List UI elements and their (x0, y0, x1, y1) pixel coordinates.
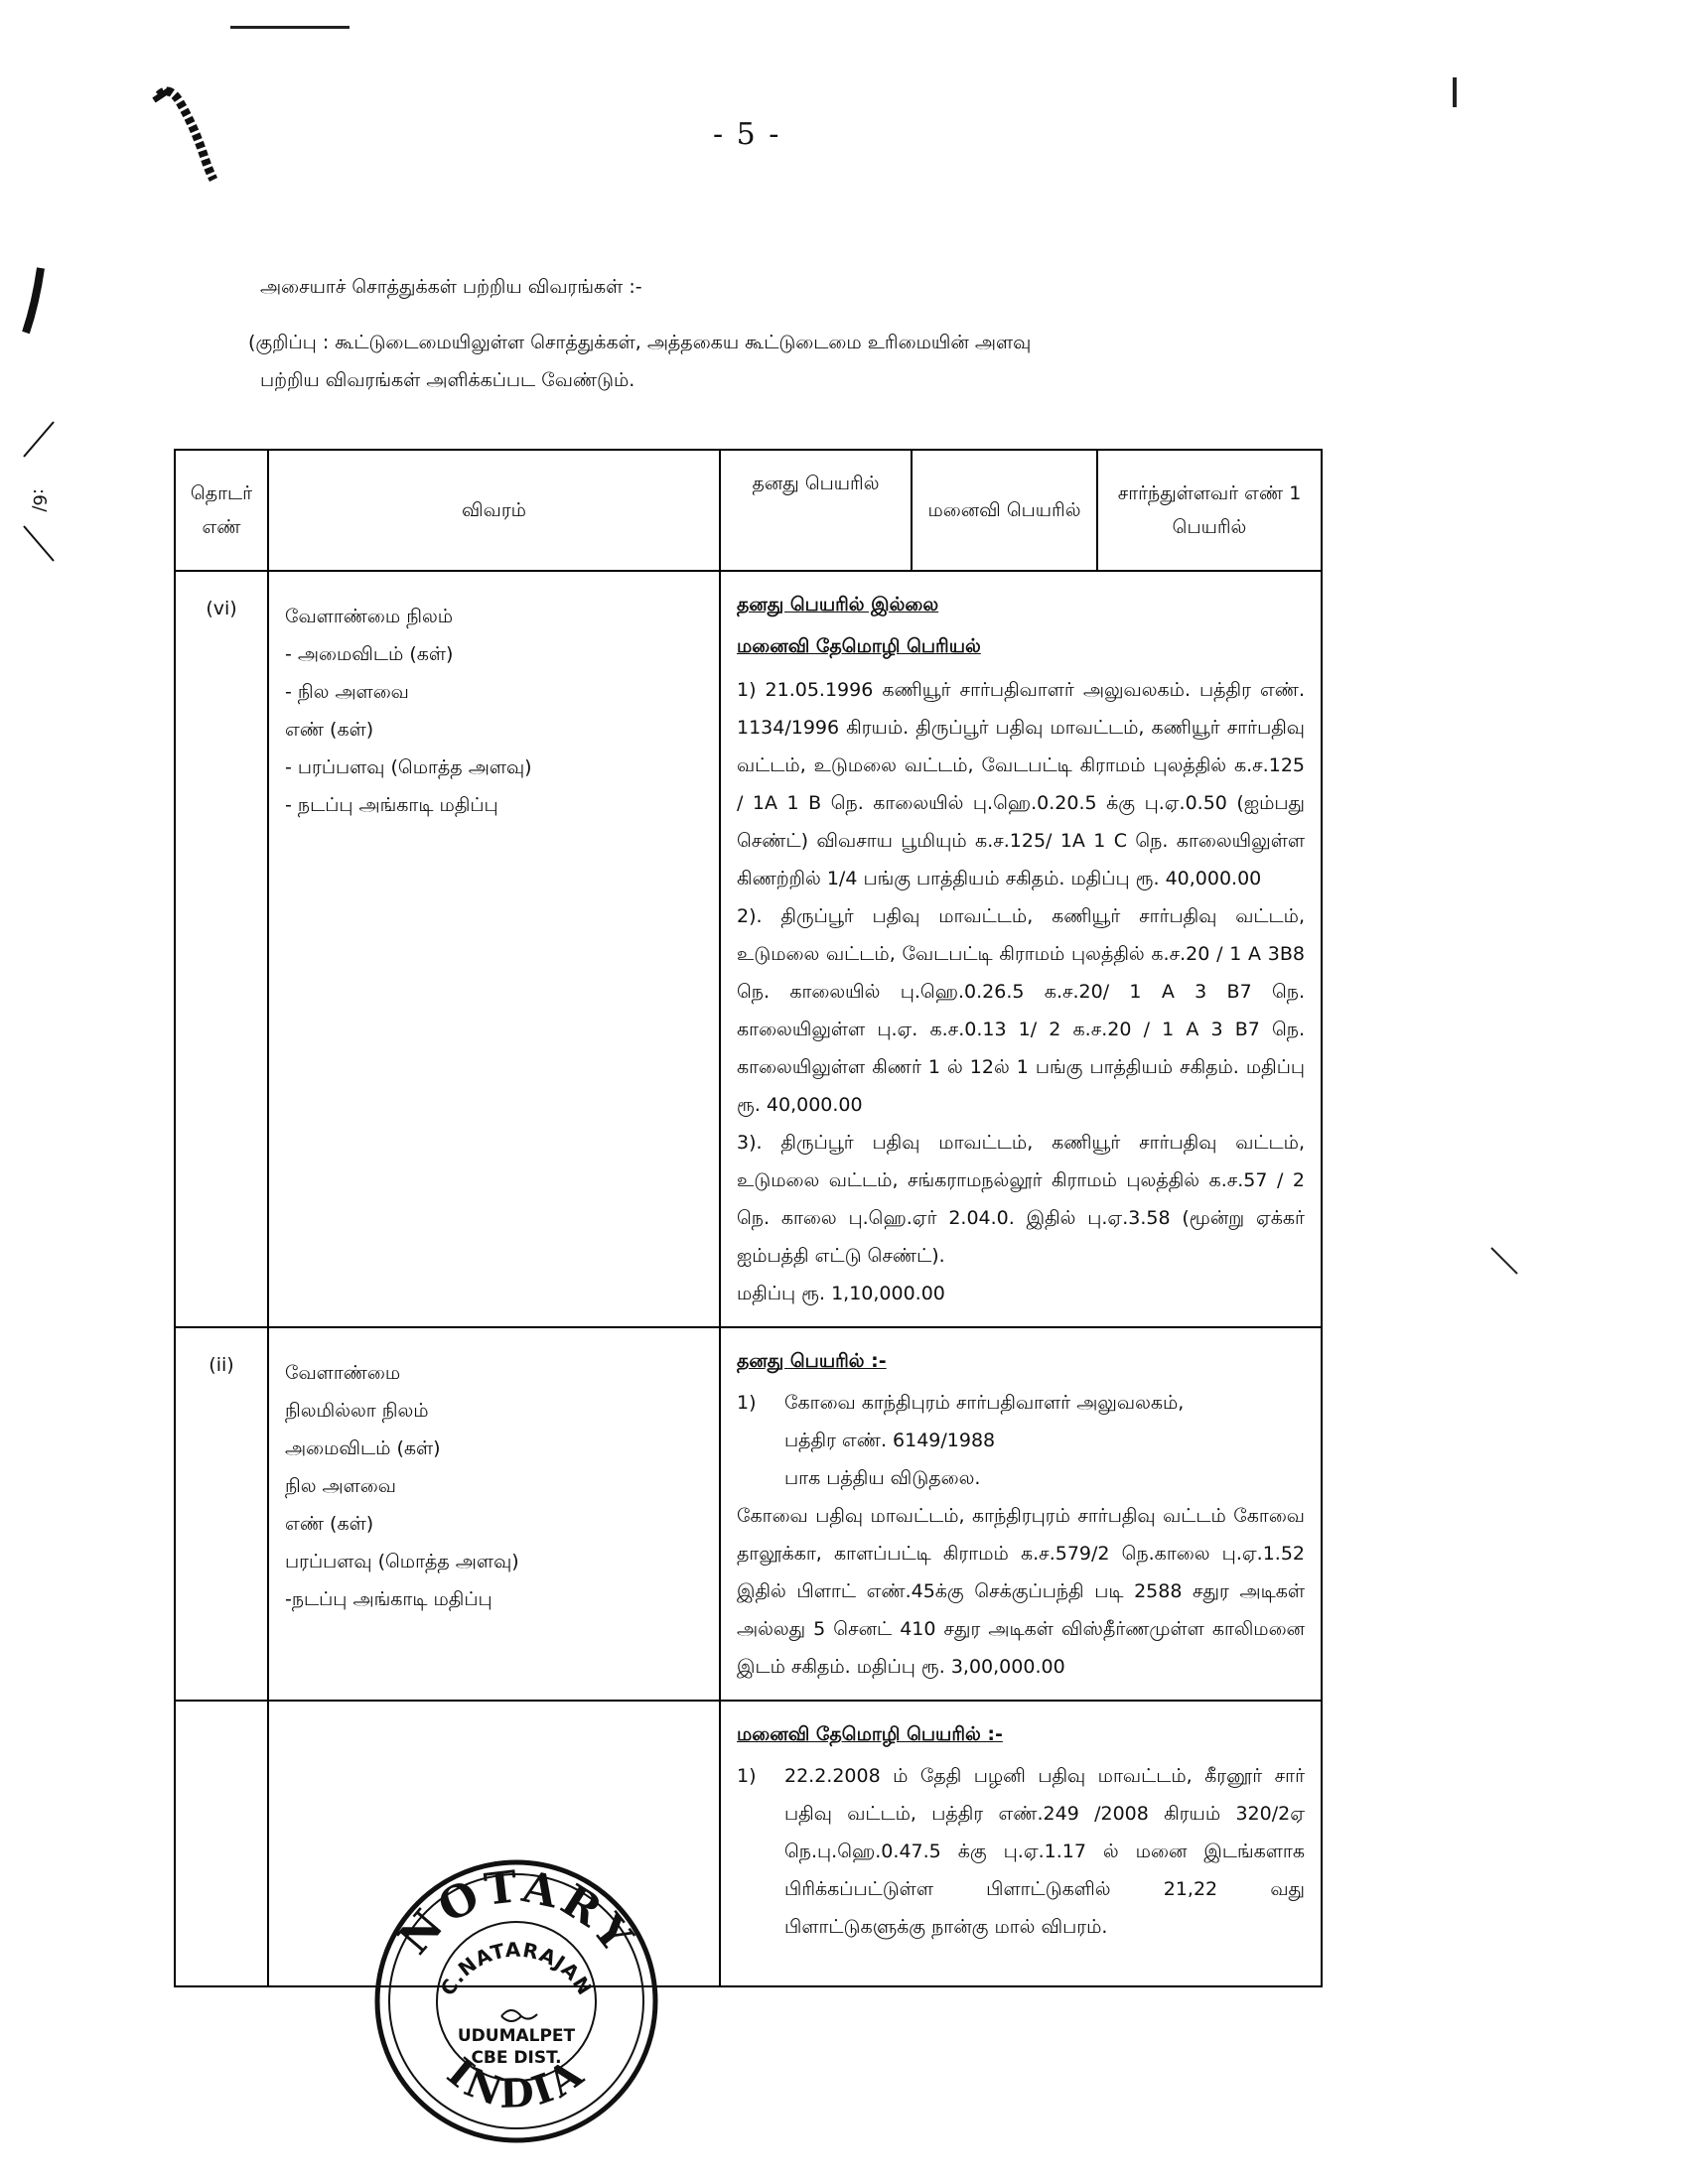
row3-item (737, 1757, 1305, 1946)
row2-item (737, 1384, 1305, 1497)
desc-line: நில அளவை (285, 1475, 396, 1497)
scan-mark-right-2 (1489, 1246, 1519, 1276)
svg-text::6/: :6/ (29, 488, 50, 512)
note-block (248, 324, 1281, 399)
row3-item-text: 22.2.2008 ம் தேதி பழனி பதிவு மாவட்டம், கீரனூர் சார் பதிவு வட்டம், பத்திர எண்.249 /2008 கிரயம் 320/2ஏ நெ.பு.ஹெ.0.47.5 க்கு பு.ஏ.1.17 ல் மனை இடங்களாக பிரிக்கப்பட்டுள்ள பிளாட்டுகளில் 21,22 வது பிளாட்டுகளுக்கு நான்கு மால் விபரம். (784, 1765, 1305, 1938)
row2-paragraph: கோவை பதிவு மாவட்டம், காந்திரபுரம் சார்பதிவு வட்டம் கோவை தாலூக்கா, காளப்பட்டி கிராமம் க.ச.579/2 நெ.காலை பு.ஏ.1.52 இதில் பிளாட் எண்.45க்கு செக்குப்பந்தி படி 2588 சதுர அடிகள் அல்லது 5 செனட் 410 சதுர அடிகள் விஸ்தீர்ணமுள்ள காலிமனை இடம் சகிதம். மதிப்பு ரூ. 3,00,000.00 (737, 1505, 1305, 1678)
desc-line: எண் (கள்) (285, 719, 374, 741)
desc-line: பரப்பளவு (மொத்த அளவு) (285, 1551, 519, 1572)
section-heading: அசையாச் சொத்துக்கள் பற்றிய விவரங்கள் :- (260, 276, 642, 298)
row2-item-number: 1) (737, 1392, 757, 1414)
header-dependent-name: சார்ந்துள்ளவர் எண் 1 பெயரில் (1097, 450, 1322, 571)
stamp-place-1: UDUMALPET (457, 2026, 576, 2046)
row1-item-1: 1) 21.05.1996 கணியூர் சார்பதிவாளர் அலுவலகம். பத்திர எண். 1134/1996 கிரயம். திருப்பூர் பதிவு மாவட்டம், கணியூர் சார்பதிவு வட்டம், உடுமலை வட்டம், வேடபட்டி கிராமம் புலத்தில் க.ச.125 / 1A 1 B நெ. காலையில் பு.ஹெ.0.20.5 க்கு பு.ஏ.0.50 (ஐம்பது செண்ட்) விவசாய பூமியும் க.ச.125/ 1A 1 C நெ. காலையிலுள்ள கிணற்றில் 1/4 பங்கு பாத்தியம் சகிதம். மதிப்பு ரூ. 40,000.00 (737, 679, 1305, 889)
row2-item-text (784, 1384, 1305, 1497)
table-row (175, 571, 1322, 1327)
scan-mark-binding (149, 85, 228, 185)
row1-item-2: 2). திருப்பூர் பதிவு மாவட்டம், கணியூர் சார்பதிவு வட்டம், உடுமலை வட்டம், வேடபட்டி கிராமம் புலத்தில் க.ச.20 / 1 A 3B8 நெ. காலையில் பு.ஹெ.0.26.5 க.ச.20/ 1 A 3 B7 நெ. காலையிலுள்ள பு.ஏ. க.ச.0.13 1/ 2 க.ச.20 / 1 A 3 B7 நெ. காலையிலுள்ள கிணர் 1 ல் 12ல் 1 பங்கு பாத்தியம் சகிதம். மதிப்பு ரூ. 40,000.00 (737, 905, 1305, 1116)
page-number: - 5 - (713, 117, 781, 152)
table-row (175, 1327, 1322, 1701)
row3-details (720, 1701, 1322, 1986)
scan-mark-left-1 (16, 263, 46, 342)
desc-line: எண் (கள்) (285, 1513, 374, 1535)
desc-line: - பரப்பளவு (மொத்த அளவு) (285, 756, 532, 778)
table-header-row (175, 450, 1322, 571)
stamp-bottom-text: INDIA (438, 2048, 595, 2117)
desc-line: - அமைவிடம் (கள்) (285, 643, 454, 665)
desc-line: வேளாண்மை நிலம் (285, 606, 454, 627)
stamp-place-2: CBE DIST. (471, 2048, 562, 2068)
desc-line: அமைவிடம் (கள்) (285, 1437, 441, 1459)
stamp-top-text: NOTARY (388, 1861, 644, 1965)
desc-line: - நடப்பு அங்காடி மதிப்பு (285, 794, 498, 816)
table-row (175, 1701, 1322, 1986)
row2-details (720, 1327, 1322, 1701)
row2-item-line: கோவை காந்திபுரம் சார்பதிவாளர் அலுவலகம், (784, 1392, 1185, 1414)
header-own-name: தனது பெயரில் (720, 450, 912, 571)
header-wife-name: மனைவி பெயரில் (912, 450, 1097, 571)
row2-own-title: தனது பெயரில் :- (737, 1350, 887, 1372)
row3-item-number: 1) (737, 1765, 757, 1787)
row3-wife-title: மனைவி தேமொழி பெயரில் :- (737, 1723, 1003, 1745)
row2-item-line: பத்திர எண். 6149/1988 (784, 1430, 996, 1451)
desc-line: வேளாண்மை (285, 1362, 401, 1384)
row3-serial (175, 1701, 268, 1986)
row2-description (268, 1327, 720, 1701)
desc-line: நிலமில்லா நிலம் (285, 1400, 429, 1422)
row1-description (268, 571, 720, 1327)
row1-item-3: 3). திருப்பூர் பதிவு மாவட்டம், கணியூர் சார்பதிவு வட்டம், உடுமலை வட்டம், சங்கராமநல்லூர் கிராமம் புலத்தில் க.ச.57 / 2 நெ. காலை பு.ஹெ.ஏர் 2.04.0. இதில் பு.ஏ.3.58 (மூன்று ஏக்கர் ஐம்பத்தி எட்டு செண்ட்). (737, 1132, 1305, 1267)
header-description: விவரம் (268, 450, 720, 571)
assets-table (174, 449, 1323, 1987)
row1-details (720, 571, 1322, 1327)
row1-value: மதிப்பு ரூ. 1,10,000.00 (737, 1283, 945, 1304)
row2-item-line: பாக பத்திய விடுதலை. (784, 1467, 981, 1489)
desc-line: -நடப்பு அங்காடி மதிப்பு (285, 1588, 492, 1610)
header-serial: தொடர் எண் (175, 450, 268, 571)
scan-mark-left-2 (14, 417, 64, 566)
row1-own-title: தனது பெயரில் இல்லை (737, 594, 939, 615)
note-line-2: பற்றிய விவரங்கள் அளிக்கப்பட வேண்டும். (260, 369, 635, 391)
row1-serial: (vi) (175, 571, 268, 1327)
row2-serial: (ii) (175, 1327, 268, 1701)
notary-stamp (367, 1852, 665, 2150)
desc-line: - நில அளவை (285, 681, 409, 703)
stamp-name: C.NATARAJAN (435, 1937, 598, 2000)
row1-wife-title: மனைவி தேமொழி பெரியல் (737, 635, 981, 657)
scan-mark-top (230, 26, 350, 29)
note-line-1: (குறிப்பு : கூட்டுடைமையிலுள்ள சொத்துக்கள், அத்தகைய கூட்டுடைமை உரிமையின் அளவு (248, 332, 1032, 353)
signature-mark (501, 2010, 537, 2021)
scan-mark-right (1453, 77, 1457, 107)
